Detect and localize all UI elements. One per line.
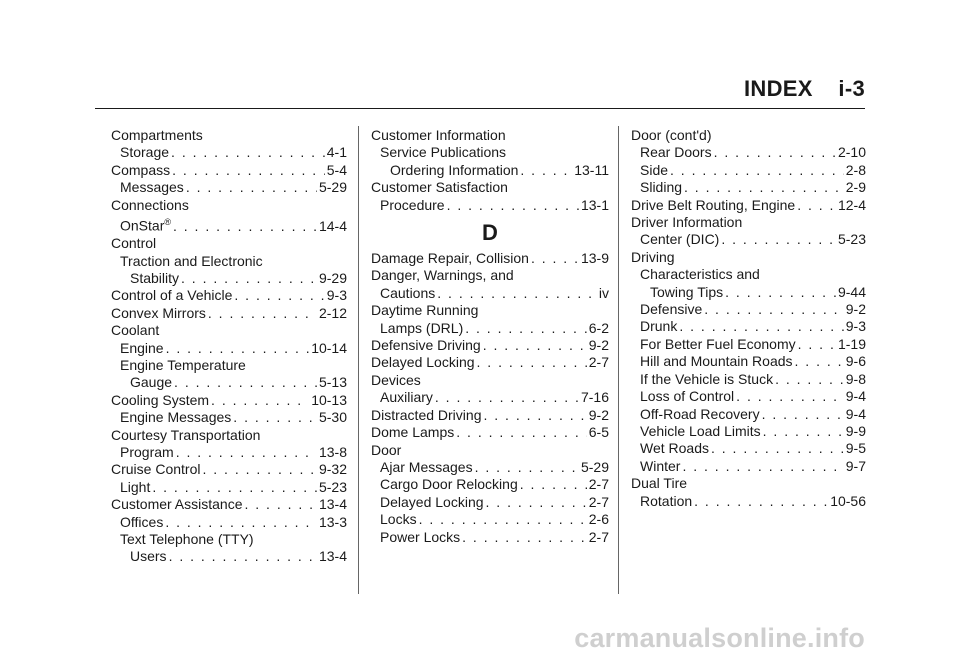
index-term: Delayed Locking [371,354,475,371]
page-number: i-3 [838,76,865,101]
index-term: Devices [371,371,421,388]
index-entry [631,353,866,370]
dot-leader [234,287,324,304]
column-divider [358,126,359,594]
index-page-ref: 5-23 [837,231,866,248]
index-page-ref: 10-14 [311,339,347,356]
index-term: Ajar Messages [380,458,473,475]
index-term: Offices [120,513,164,530]
index-entry [111,409,347,426]
index-entry [111,531,347,548]
index-column-1 [111,127,347,566]
index-term: Wet Roads [640,440,709,457]
index-term: Loss of Control [640,388,735,405]
index-entry [111,322,347,339]
index-entry [111,144,347,161]
index-entry [631,458,866,475]
index-page-ref: 9-29 [318,269,347,286]
index-entry [371,179,609,196]
dot-leader [694,493,828,510]
index-term: OnStar® [120,217,171,234]
index-entry [631,197,866,214]
dot-leader [520,162,572,179]
index-term: Off-Road Recovery [640,405,760,422]
index-page-ref: 2-12 [318,304,347,321]
dot-leader [233,409,317,426]
index-term: Engine Messages [120,409,232,426]
index-column-2 [371,127,609,546]
index-term: Dual Tire [631,475,688,492]
index-term: Connections [111,196,189,213]
dot-leader [181,270,317,287]
index-term: Light [120,478,151,495]
dot-leader [762,406,844,423]
index-entry [631,475,866,492]
index-term: Courtesy Transportation [111,426,261,443]
dot-leader [447,197,579,214]
index-entry [111,514,347,531]
index-term: Door (cont'd) [631,127,712,143]
index-term: Convex Mirrors [111,304,206,321]
index-entry [371,407,609,424]
index-entry [631,162,866,179]
dot-leader [435,389,579,406]
index-term: Ordering Information [390,161,519,178]
dot-leader [465,320,587,337]
index-term: Compartments [111,127,203,143]
dot-leader [670,162,844,179]
index-term: Storage [120,144,170,161]
index-entry [111,162,347,179]
index-entry [111,392,347,409]
dot-leader [462,529,587,546]
dot-leader [186,179,317,196]
index-entry [631,440,866,457]
index-entry [111,127,347,144]
index-entry [371,320,609,337]
index-page-ref: 2-8 [845,161,866,178]
index-entry [631,127,866,144]
dot-leader [166,340,310,357]
index-page-ref: 5-29 [318,179,347,196]
index-term: Procedure [380,196,445,213]
dot-leader [456,424,587,441]
dot-leader [202,461,316,478]
index-term: Control [111,235,157,252]
index-term: Gauge [130,374,173,391]
dot-leader [174,374,317,391]
index-entry [631,249,866,266]
dot-leader [714,144,836,161]
index-page-ref: 5-4 [326,161,347,178]
index-page-ref: 5-30 [318,409,347,426]
dot-leader [679,318,843,335]
index-page-ref: 10-56 [830,492,866,509]
index-entry [111,305,347,322]
index-page-ref: 5-29 [580,458,609,475]
index-term: Rotation [640,492,693,509]
dot-leader [704,301,844,318]
index-entry [371,459,609,476]
dot-leader [483,407,586,424]
index-page-ref: 2-10 [837,144,866,161]
dot-leader [725,284,836,301]
index-entry [371,285,609,302]
index-term: Coolant [111,322,160,339]
index-term: Center (DIC) [640,231,720,248]
index-term: Service Publications [380,144,507,161]
index-page-ref: 2-9 [845,179,866,196]
index-term: Locks [380,511,417,528]
index-entry [631,406,866,423]
dot-leader [520,476,587,493]
index-entry [111,479,347,496]
index-entry [631,423,866,440]
dot-leader [176,444,317,461]
index-term: Winter [640,457,681,474]
dot-leader [763,423,844,440]
index-entry [111,270,347,287]
dot-leader [173,218,317,235]
index-term: Delayed Locking [380,493,484,510]
index-entry [111,374,347,391]
index-page-ref: 9-7 [845,457,866,474]
index-entry [631,284,866,301]
index-entry [631,179,866,196]
index-term: Side [640,161,669,178]
index-term: Program [120,443,174,460]
index-entry [371,144,609,161]
index-term: Towing Tips [650,283,724,300]
dot-leader [171,144,325,161]
index-entry [631,231,866,248]
index-page-ref: 4-1 [326,144,347,161]
dot-leader [486,494,587,511]
dot-leader [531,250,579,267]
dot-leader [437,285,597,302]
index-page-ref: 13-9 [580,250,609,267]
dot-leader [152,479,317,496]
dot-leader [483,337,587,354]
index-entry [371,529,609,546]
index-term: Power Locks [380,528,461,545]
index-entry [371,424,609,441]
index-page-ref: 9-5 [845,440,866,457]
index-entry [111,214,347,235]
index-term: Defensive Driving [371,337,481,354]
index-entry [631,318,866,335]
index-page-ref: 7-16 [580,389,609,406]
index-page-ref: 13-3 [318,513,347,530]
index-term: Defensive [640,301,703,318]
dot-leader [684,179,844,196]
index-page-ref: 13-1 [580,196,609,213]
dot-leader [721,231,836,248]
index-letter-heading: D [482,220,498,246]
index-entry [631,388,866,405]
index-entry [371,250,609,267]
index-page-ref: 13-4 [318,496,347,513]
index-page-ref: 2-6 [588,511,609,528]
dot-leader [211,392,309,409]
dot-leader [208,305,317,322]
index-entry [371,494,609,511]
index-term: Damage Repair, Collision [371,250,529,267]
index-entry [631,336,866,353]
dot-leader [795,353,844,370]
index-term: Characteristics and [640,266,760,283]
index-term: Vehicle Load Limits [640,422,761,439]
dot-leader [245,496,317,513]
index-page-ref: 9-4 [845,405,866,422]
index-entry [631,301,866,318]
index-page-ref: 1-19 [837,335,866,352]
index-term: Customer Assistance [111,496,243,513]
index-entry [111,197,347,214]
dot-leader [711,440,844,457]
index-term: Driver Information [631,214,743,231]
index-page-ref: 2-7 [588,354,609,371]
index-entry [111,461,347,478]
index-entry [371,354,609,371]
index-term: If the Vehicle is Stuck [640,370,774,387]
dot-leader [797,197,836,214]
column-divider [618,126,619,594]
index-entry [631,214,866,231]
index-entry [371,511,609,528]
index-entry [371,476,609,493]
index-entry [111,444,347,461]
index-entry [111,548,347,565]
index-entry [371,127,609,144]
dot-leader [477,354,587,371]
dot-leader [775,371,844,388]
index-term: For Better Fuel Economy [640,335,796,352]
index-term: Cautions [380,284,436,301]
index-entry [371,372,609,389]
index-entry [371,267,609,284]
watermark: carmanualsonline.info [574,623,865,653]
section-title: INDEX [744,76,813,101]
index-page-ref: 6-2 [588,319,609,336]
index-page-ref: 13-8 [318,443,347,460]
index-entry [111,427,347,444]
index-entry [371,197,609,214]
index-term: Auxiliary [380,389,433,406]
index-page-ref: 2-7 [588,493,609,510]
index-term: Drunk [640,318,678,335]
index-term: Traction and Electronic [120,252,263,269]
index-entry [111,287,347,304]
index-term: Drive Belt Routing, Engine [631,196,796,213]
index-term: Users [130,548,167,565]
index-page-ref: 2-7 [588,528,609,545]
index-page-ref: 9-9 [845,422,866,439]
dot-leader [172,162,325,179]
index-term: Cooling System [111,391,210,408]
index-page-ref: 10-13 [311,391,347,408]
index-term: Danger, Warnings, and [371,267,514,284]
index-page-ref: 6-5 [588,424,609,441]
index-entry [371,302,609,319]
index-entry [371,389,609,406]
index-term: Compass [111,161,171,178]
index-page-ref: 12-4 [837,196,866,213]
index-term: Sliding [640,179,683,196]
index-term: Dome Lamps [371,424,455,441]
index-page-ref: 9-3 [845,318,866,335]
index-entry [371,442,609,459]
dot-leader [682,458,843,475]
index-term: Customer Information [371,127,506,143]
index-entry [631,371,866,388]
index-entry [111,179,347,196]
index-column-3 [631,127,866,510]
index-page-ref: 9-44 [837,283,866,300]
dot-leader [475,459,579,476]
index-page-ref: 9-8 [845,370,866,387]
index-entry [111,340,347,357]
index-term: Driving [631,248,675,265]
index-term: Engine [120,339,164,356]
index-page-ref: 9-2 [588,406,609,423]
index-term: Engine Temperature [120,356,246,373]
index-page-ref: 9-4 [845,388,866,405]
index-page-ref: 9-32 [318,461,347,478]
index-page-ref: 9-6 [845,353,866,370]
index-entry [631,266,866,283]
index-page-ref: 5-13 [318,374,347,391]
index-term: Cruise Control [111,461,201,478]
index-term: Daytime Running [371,302,479,319]
index-term: Text Telephone (TTY) [120,531,254,547]
index-page-ref: 13-4 [318,548,347,565]
index-page-ref: 5-23 [318,478,347,495]
index-entry [371,162,609,179]
index-term: Rear Doors [640,144,712,161]
page-header [744,76,865,102]
dot-leader [798,336,836,353]
index-page-ref: 2-7 [588,476,609,493]
index-term: Cargo Door Relocking [380,476,518,493]
header-rule [95,108,865,109]
index-term: Control of a Vehicle [111,287,233,304]
index-term: Customer Satisfaction [371,179,508,196]
index-page-ref: 14-4 [318,217,347,234]
index-entry [371,337,609,354]
index-term: Messages [120,179,184,196]
index-entry [631,144,866,161]
index-entry [111,357,347,374]
index-entry [111,235,347,252]
dot-leader [165,514,317,531]
index-page-ref: iv [598,284,609,301]
index-term: Distracted Driving [371,406,482,423]
index-term: Lamps (DRL) [380,319,464,336]
index-page-ref: 9-2 [845,301,866,318]
dot-leader [419,511,587,528]
index-entry [631,493,866,510]
index-page-ref: 9-2 [588,337,609,354]
index-entry [111,496,347,513]
dot-leader [169,548,317,565]
dot-leader [736,388,844,405]
index-entry [111,253,347,270]
index-term: Stability [130,269,180,286]
index-page-ref: 13-11 [574,161,609,178]
index-term: Door [371,441,402,458]
index-page-ref: 9-3 [326,287,347,304]
index-term: Hill and Mountain Roads [640,353,793,370]
